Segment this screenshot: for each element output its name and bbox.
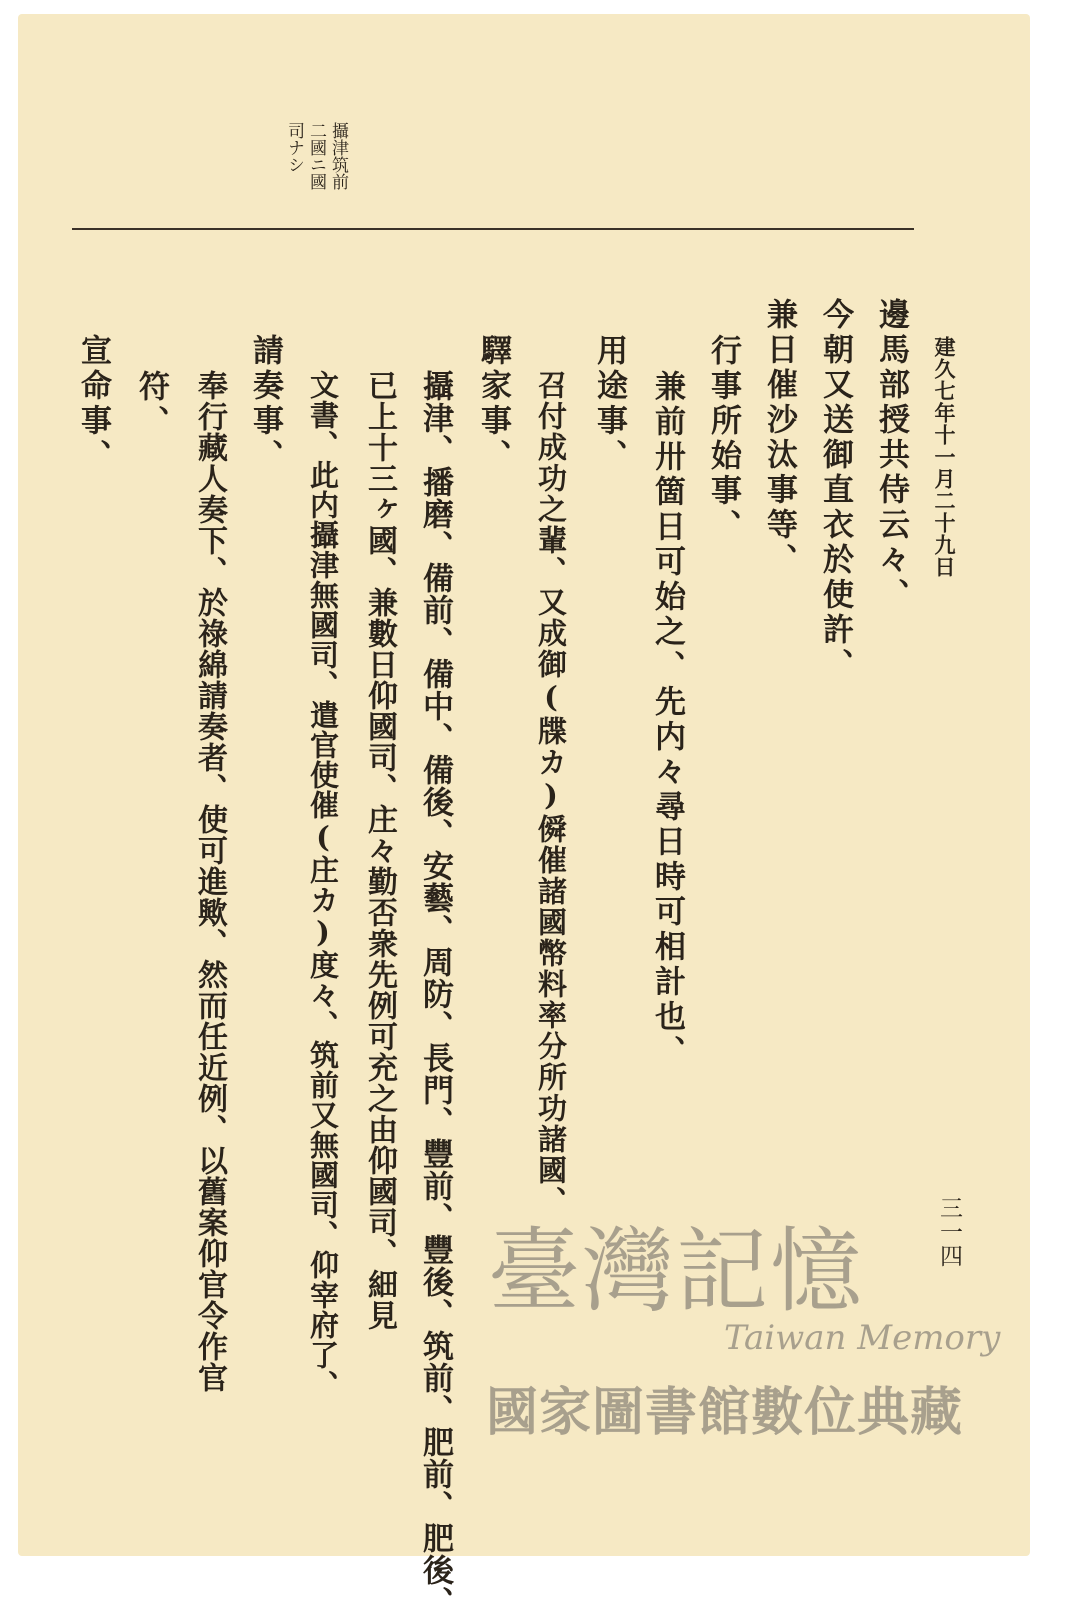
marginal-note-line-3: 司ナシ (284, 122, 304, 173)
text-line-12: 請奏事、 (247, 334, 283, 474)
header-date: 建久七年十一月二十九日 (932, 336, 957, 578)
text-line-15: 宣命事、 (75, 334, 111, 474)
watermark-subtitle: Taiwan Memory (724, 1318, 1001, 1358)
marginal-note-line-2: 二國ニ國 (306, 122, 326, 190)
text-line-13: 奉行藏人奏下、於祿綿請奏者、使可進歟、然而任近例、以舊案仰官令作官 (192, 370, 227, 1393)
text-line-6: 用途事、 (591, 334, 627, 474)
page-number: 三一四 (936, 1196, 962, 1268)
text-line-2: 今朝又送御直衣於使許、 (817, 298, 853, 683)
text-line-14: 符、 (133, 370, 169, 440)
text-line-4: 行事所始事、 (705, 334, 741, 544)
text-line-8: 驛家事、 (475, 334, 511, 474)
text-line-7: 召付成功之輩、又成御(牒カ)僢催諸國幣料率分所功諸國、 (534, 370, 568, 1217)
text-line-3: 兼日催沙汰事等、 (761, 298, 797, 578)
text-line-1: 邊馬部授共侍云々、 (873, 298, 909, 613)
text-line-11: 文書、此内攝津無國司、遣官使催(庄カ)度々、筑前又無國司、仰宰府了、 (306, 370, 340, 1400)
text-line-9: 攝津、播磨、備前、備中、備後、安藝、周防、長門、豐前、豐後、筑前、肥前、肥後、 (417, 370, 453, 1618)
marginal-note-line-1: 攝津筑前 (328, 122, 348, 190)
header-rule (72, 228, 914, 230)
text-line-10: 已上十三ヶ國、兼數日仰國司、庄々勤否衆先例可充之由仰國司、細見 (362, 370, 397, 1331)
watermark-library: 國家圖書館數位典藏 (486, 1383, 964, 1443)
text-line-5: 兼前卅箇日可始之、先内々尋日時可相計也、 (649, 370, 685, 1070)
watermark-title: 臺灣記憶 (488, 1218, 865, 1325)
